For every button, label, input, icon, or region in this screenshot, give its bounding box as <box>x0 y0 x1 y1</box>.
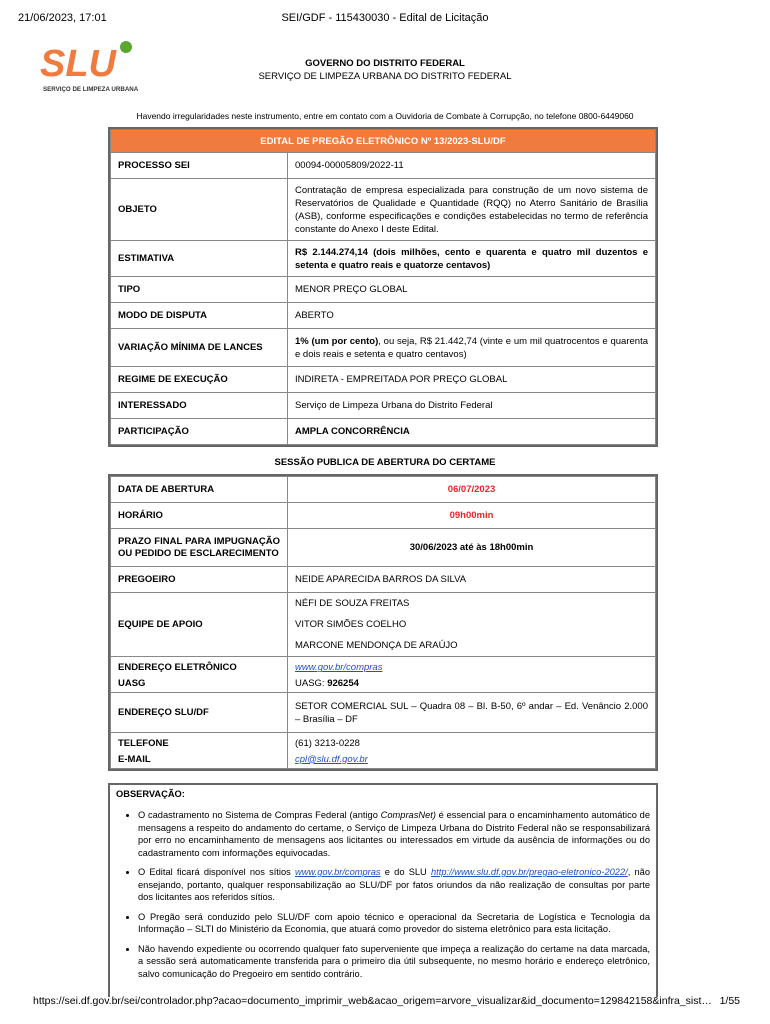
print-title: SEI/GDF - 115430030 - Edital de Licitação <box>281 12 489 24</box>
observacao-box <box>108 783 658 997</box>
uasg-value <box>288 675 656 693</box>
endereco-slu-label: ENDEREÇO SLU/DF <box>111 693 288 733</box>
gov-header <box>0 57 770 83</box>
pregoeiro-value: NEIDE APARECIDA BARROS DA SILVA <box>288 567 656 593</box>
uasg-label: UASG <box>111 675 288 693</box>
variacao-bold: 1% (um por cento) <box>295 335 379 347</box>
data-abertura-value: 06/07/2023 <box>288 477 656 503</box>
prazo-label: PRAZO FINAL PARA IMPUGNAÇÃO OU PEDIDO DE ESCLARECIMENTO <box>111 529 288 567</box>
interessado-label: INTERESSADO <box>111 393 288 419</box>
participacao-value: AMPLA CONCORRÊNCIA <box>288 419 656 445</box>
obs1-text-b: é essencial para o encaminhamento automático de mensagens a respeito do andamento do certame, o Serviço de Limpeza Urbana do Distrito Federal não se responsabilizará por erro no encaminhamento de mensagens aos licitantes ou interessados em virtude da ausência de informações ou do cadastramento com informações equivocadas. <box>138 810 650 858</box>
obs2-text-c: , não ensejando, portanto, qualquer responsabilização ao SLU/DF por fatos oriundos da não realização de consultas por parte dos licitantes aos referidos sítios. <box>138 867 650 902</box>
email-link[interactable]: cpl@slu.df.gov.br <box>295 753 368 765</box>
processo-value: 00094-00005809/2022-11 <box>288 153 656 179</box>
observacao-item: • O Pregão será conduzido pelo SLU/DF com apoio técnico e operacional da Secretaria de Logística e Tecnologia da Informação – SLTI do Ministério da Economia, que atuará como provedor do sistema eletrônico para esta licitação. <box>138 911 650 936</box>
telefone-label: TELEFONE <box>111 733 288 751</box>
compras-site-link[interactable]: www.gov.br/compras <box>294 867 381 877</box>
observacao-item <box>138 809 650 859</box>
compras-link[interactable]: www.gov.br/compras <box>295 662 383 674</box>
logo-text: SLU <box>40 43 116 85</box>
estimativa-value: R$ 2.144.274,14 (dois milhões, cento e quarenta e quatro mil duzentos e setenta e quatro reais e quatorze centavos) <box>288 241 656 277</box>
email-label: E-MAIL <box>111 751 288 769</box>
estimativa-label: ESTIMATIVA <box>111 241 288 277</box>
equipe-member: MARCONE MENDONÇA DE ARAÚJO <box>295 640 458 651</box>
edital-table <box>108 127 658 447</box>
obs2-text-a: O Edital ficará disponível nos sítios <box>138 867 295 877</box>
endereco-slu-value: SETOR COMERCIAL SUL – Quadra 08 – Bl. B-50, 6º andar – Ed. Venâncio 2.000 – Brasília – DF <box>288 693 656 733</box>
tipo-label: TIPO <box>111 277 288 303</box>
variacao-rest: , ou seja, R$ 21.442,74 (vinte e um mil quatrocentos e quarenta e dois reais e setenta e quatro centavos) <box>295 335 648 360</box>
interessado-value: Serviço de Limpeza Urbana do Distrito Federal <box>288 393 656 419</box>
prazo-value: 30/06/2023 até às 18h00min <box>288 529 656 567</box>
logo-dot-icon <box>120 41 132 53</box>
equipe-member: VITOR SIMÕES COELHO <box>295 619 407 630</box>
footer-url: https://sei.df.gov.br/sei/controlador.php?acao=documento_imprimir_web&acao_origem=arvore_visualizar&id_documento=129842158&infra_sist… <box>33 995 712 1007</box>
telefone-value: (61) 3213-0228 <box>288 733 656 751</box>
edital-banner: EDITAL DE PREGÃO ELETRÔNICO Nº 13/2023-SLU/DF <box>111 130 656 153</box>
equipe-member: NÉFI DE SOUZA FREITAS <box>295 598 410 609</box>
data-abertura-label: DATA DE ABERTURA <box>111 477 288 503</box>
modo-disputa-label: MODO DE DISPUTA <box>111 303 288 329</box>
tipo-value: MENOR PREÇO GLOBAL <box>288 277 656 303</box>
variacao-value <box>288 329 656 367</box>
regime-value: INDIRETA - EMPREITADA POR PREÇO GLOBAL <box>288 367 656 393</box>
modo-disputa-value: ABERTO <box>288 303 656 329</box>
logo-subtitle: SERVIÇO DE LIMPEZA URBANA <box>43 86 139 93</box>
participacao-label: PARTICIPAÇÃO <box>111 419 288 445</box>
page-number: 1/55 <box>719 995 740 1007</box>
pregoeiro-label: PREGOEIRO <box>111 567 288 593</box>
obs1-emphasis: ComprasNet) <box>380 810 436 820</box>
horario-label: HORÁRIO <box>111 503 288 529</box>
gov-name: GOVERNO DO DISTRITO FEDERAL <box>305 58 465 69</box>
corruption-notice: Havendo irregularidades neste instrumento, entre em contato com a Ouvidoria de Combate à Corrupção, no telefone 0800-6449060 <box>136 111 634 121</box>
processo-label: PROCESSO SEI <box>111 153 288 179</box>
objeto-value: Contratação de empresa especializada para construção de um novo sistema de Reservatórios de Qualidade e Quantidade (RQQ) no Aterro Sanitário de Brasília (ASB), conforme especificações e condições estabelecidas no termo de referência constante do Anexo I deste Edital. <box>288 179 656 241</box>
objeto-label: OBJETO <box>111 179 288 241</box>
agency-name: SERVIÇO DE LIMPEZA URBANA DO DISTRITO FEDERAL <box>258 71 512 82</box>
sessao-title: SESSÃO PUBLICA DE ABERTURA DO CERTAME <box>274 457 496 468</box>
observacao-title: OBSERVAÇÃO: <box>116 789 185 799</box>
print-date: 21/06/2023, 17:01 <box>18 12 107 24</box>
endereco-eletronico-label: ENDEREÇO ELETRÔNICO <box>111 657 288 675</box>
obs1-text-a: O cadastramento no Sistema de Compras Federal (antigo <box>138 810 381 820</box>
obs2-text-b: e do SLU <box>380 867 431 877</box>
equipe-label: EQUIPE DE APOIO <box>111 593 288 657</box>
slu-pregao-link[interactable]: http://www.slu.df.gov.br/pregao-eletronico-2022/ <box>430 867 628 877</box>
sessao-table <box>108 474 658 771</box>
equipe-list <box>288 593 656 657</box>
observacao-item: • Não havendo expediente ou ocorrendo qualquer fato superveniente que impeça a realização do certame na data marcada, a sessão será automaticamente transferida para o primeiro dia útil subsequente, no mesmo horário e endereço eletrônico, salvo comunicação do Pregoeiro em sentido contrário. <box>138 943 650 981</box>
regime-label: REGIME DE EXECUÇÃO <box>111 367 288 393</box>
horario-value: 09h00min <box>288 503 656 529</box>
uasg-number: 926254 <box>327 677 359 689</box>
uasg-prefix: UASG: <box>295 677 328 689</box>
variacao-label: VARIAÇÃO MÍNIMA DE LANCES <box>111 329 288 367</box>
observacao-item <box>138 866 650 904</box>
